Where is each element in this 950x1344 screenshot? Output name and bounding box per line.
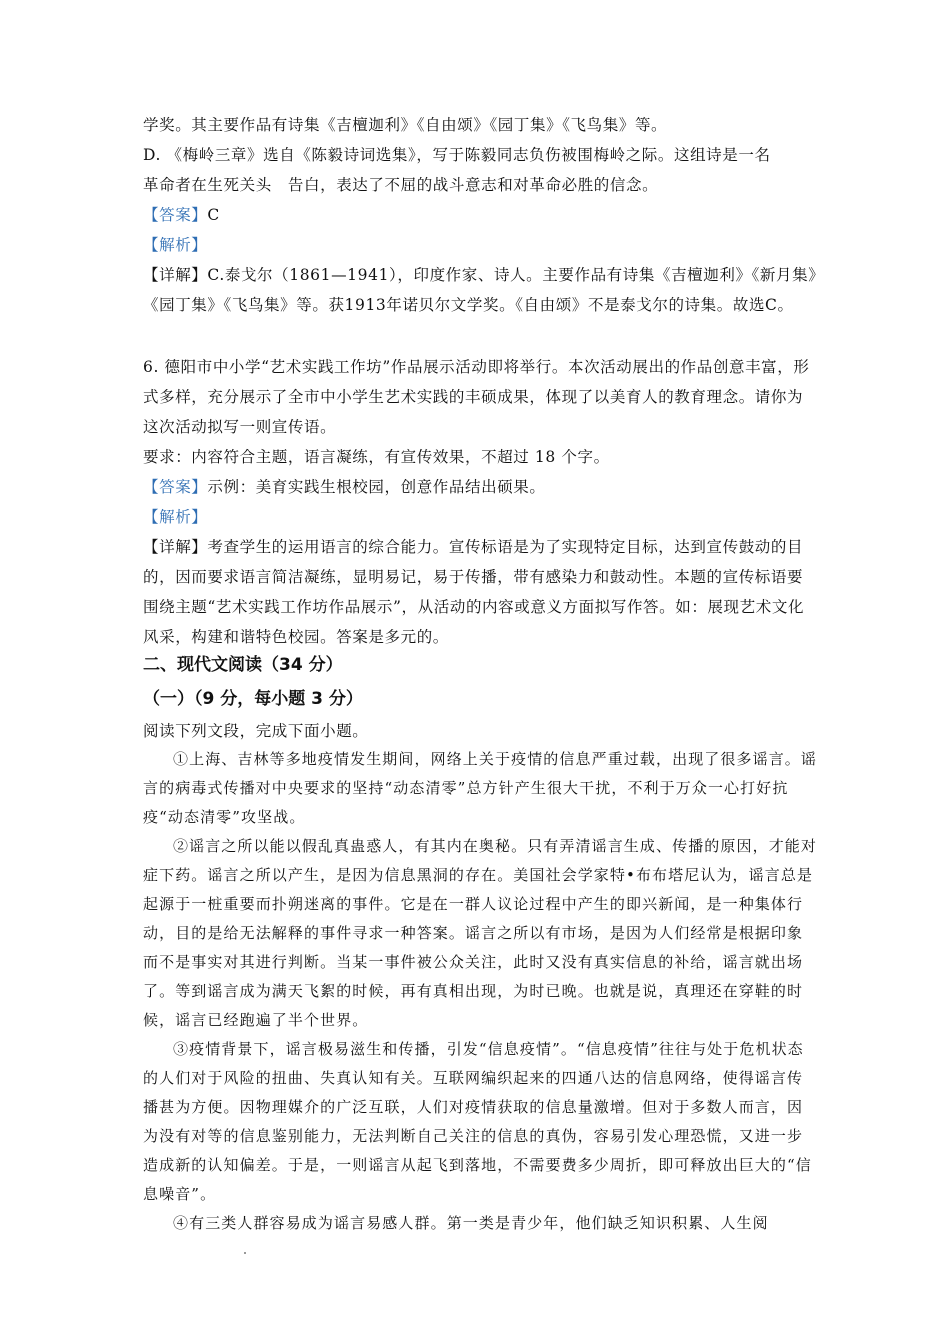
q6-analysis-line [143,502,819,532]
q6-answer-line [143,472,819,502]
passage-paragraph-1: ①上海、吉林等多地疫情发生期间，网络上关于疫情的信息严重过载，出现了很多谣言。谣言的病毒式传播对中央要求的坚持“动态清零”总方针产生很大干扰，不利于万众一心打好抗疫“动态清零”攻坚战。 [143,750,818,826]
q6-detail-paragraph [143,532,819,652]
page-mark [244,1252,246,1254]
detail-paragraph [143,260,819,320]
analysis-tag: 【解析】 [143,508,208,526]
q6-answer-text: 示例：美育实践生根校园，创意作品结出硕果。 [207,478,546,496]
section-title: 二、现代文阅读（34 分） [143,655,343,675]
detail-tag: 【详解】 [143,538,208,556]
passage-paragraph-3: ③疫情背景下，谣言极易滋生和传播，引发“信息疫情”。“信息疫情”往往与处于危机状态的人们对于风险的扭曲、失真认知有关。互联网编织起来的四通八达的信息网络，使得谣言传播甚为方便。因物理媒介的广泛互联，人们对疫情获取的信息量激增。但对于多数人而言，因为没有对等的信息鉴别能力，无法判断自己关注的信息的真伪，容易引发心理恐慌，又进一步造成新的认知偏差。于是，一则谣言从起飞到落地，不需要费多少周折，即可释放出巨大的“信息噪音”。 [143,1040,812,1203]
option-d-line2: 革命者在生死关头 告白，表达了不屈的战斗意志和对革命必胜的信念。 [143,176,659,194]
answer-line [143,200,819,230]
text-line: 学奖。其主要作品有诗集《吉檀迦利》《自由颂》《园丁集》《飞鸟集》等。 [143,116,668,134]
answer-value: C [207,206,220,224]
instruction [143,716,819,746]
detail-tag: 【详解】 [143,266,208,284]
answer-tag: 【答案】 [143,478,208,496]
q6-question: 6. 德阳市中小学“艺术实践工作坊”作品展示活动即将举行。本次活动展出的作品创意丰富，形式多样，充分展示了全市中小学生艺术实践的丰硕成果，体现了以美育人的教育理念。请你为这次活动拟写一则宣传语。 [143,358,810,436]
section-subtitle: （一）（9 分，每小题 3 分） [143,689,363,709]
q5-explanation-block [143,110,819,320]
analysis-line [143,230,819,260]
answer-tag: 【答案】 [143,206,208,224]
passage-paragraph-2: ②谣言之所以能以假乱真蛊惑人，有其内在奥秘。只有弄清谣言生成、传播的原因，才能对症下药。谣言之所以产生，是因为信息黑洞的存在。美国社会学家特•布布塔尼认为，谣言总是起源于一桩重要而扑朔迷离的事件。它是在一群人议论过程中产生的即兴新闻，是一种集体行动，目的是给无法解释的事件寻求一种答案。谣言之所以有市场，是因为人们经常是根据印象而不是事实对其进行判断。当某一事件被公众关注，此时又没有真实信息的补给，谣言就出场了。等到谣言成为满天飞絮的时候，再有真相出现，为时已晚。也就是说，真理还在穿鞋的时候，谣言已经跑遍了半个世界。 [143,837,818,1029]
analysis-tag: 【解析】 [143,236,208,254]
detail-text: C.泰戈尔（1861—1941），印度作家、诗人。主要作品有诗集《吉檀迦利》《新月集》《园丁集》《飞鸟集》等。获1913年诺贝尔文学奖。《自由颂》不是泰戈尔的诗集。故选C。 [143,266,817,314]
option-d-line1: D. 《梅岭三章》选自《陈毅诗词选集》，写于陈毅同志负伤被围梅岭之际。这组诗是一名 [143,146,771,164]
q6-detail-text: 考查学生的运用语言的综合能力。宣传标语是为了实现特定目标，达到宣传鼓动的目的，因而要求语言简洁凝练，显明易记，易于传播，带有感染力和鼓动性。本题的宣传标语要围绕主题“艺术实践工作坊作品展示”，从活动的内容或意义方面拟写作答。如：展现艺术文化风采，构建和谐特色校园。答案是多元的。 [143,538,805,646]
q6-block [143,352,819,652]
reading-passage [143,745,819,1238]
instruction-text: 阅读下列文段，完成下面小题。 [143,722,369,740]
passage-paragraph-4: ④有三类人群容易成为谣言易感人群。第一类是青少年，他们缺乏知识积累、人生阅 [173,1214,769,1232]
q6-requirement: 要求：内容符合主题，语言凝练，有宣传效果，不超过 18 个字。 [143,448,610,466]
